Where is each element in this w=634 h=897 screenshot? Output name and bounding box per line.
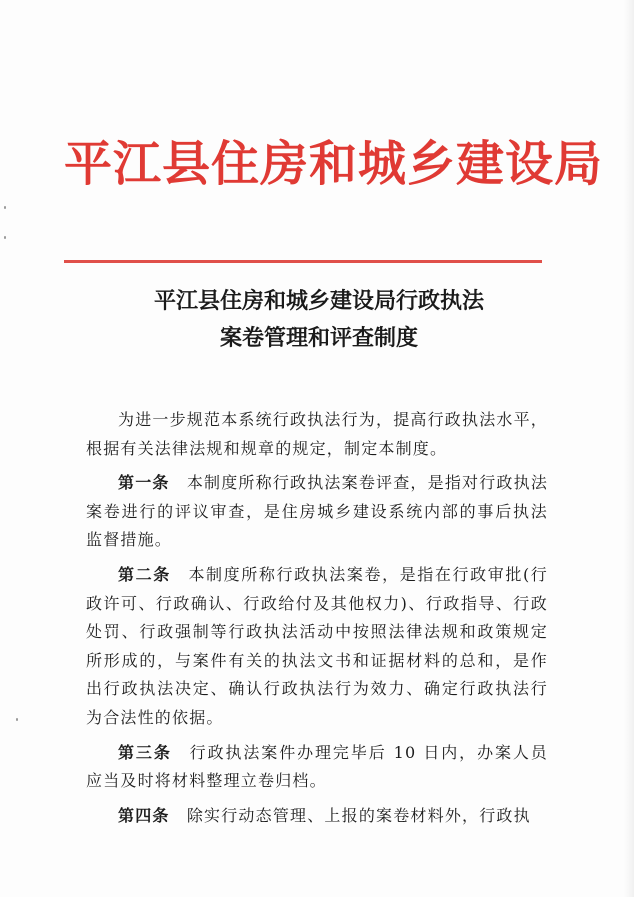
article-3-label: 第三条: [118, 742, 172, 762]
article-2-text: 本制度所称行政执法案卷，是指在行政审批(行政许可、行政确认、行政给付及其他权力)、行政指导、行政处罚、行政强制等行政执法活动中按照法律法规和政策规定所形成的，与案件有关的执法文书和证据材料的总和，是作出行政执法决定、确认行政执法行为效力、确定行政执法行为合法性的依据。: [86, 564, 548, 727]
article-1: [86, 469, 548, 555]
article-3: [86, 739, 548, 796]
article-3-text: 行政执法案件办理完毕后 10 日内，办案人员应当及时将材料整理立卷归档。: [86, 742, 549, 791]
article-1-label: 第一条: [118, 473, 170, 493]
document-title-line-2: 案卷管理和评查制度: [219, 325, 418, 351]
article-2-label: 第二条: [118, 564, 171, 584]
article-2: [86, 561, 548, 733]
article-4-label: 第四条: [118, 805, 170, 825]
organization-header: 平江县住房和城乡建设局: [64, 136, 604, 192]
scan-edge-shadow: [624, 0, 634, 897]
document-title-line-1: 平江县住房和城乡建设局行政执法: [153, 288, 484, 314]
document-body: [86, 406, 548, 836]
article-4: [86, 802, 548, 831]
scan-speck: [16, 718, 18, 721]
red-divider-line: [64, 260, 542, 263]
intro-paragraph: 为进一步规范本系统行政执法行为，提高行政执法水平，根据有关法律法规和规章的规定，制定本制度。: [86, 410, 549, 458]
scan-speck: [4, 236, 6, 239]
article-4-text: 除实行动态管理、上报的案卷材料外，行政执: [186, 805, 531, 825]
article-1-text: 本制度所称行政执法案卷评查，是指对行政执法案卷进行的评议审查，是住房城乡建设系统内部的事后执法监督措施。: [86, 473, 549, 550]
scan-speck: [4, 206, 6, 209]
